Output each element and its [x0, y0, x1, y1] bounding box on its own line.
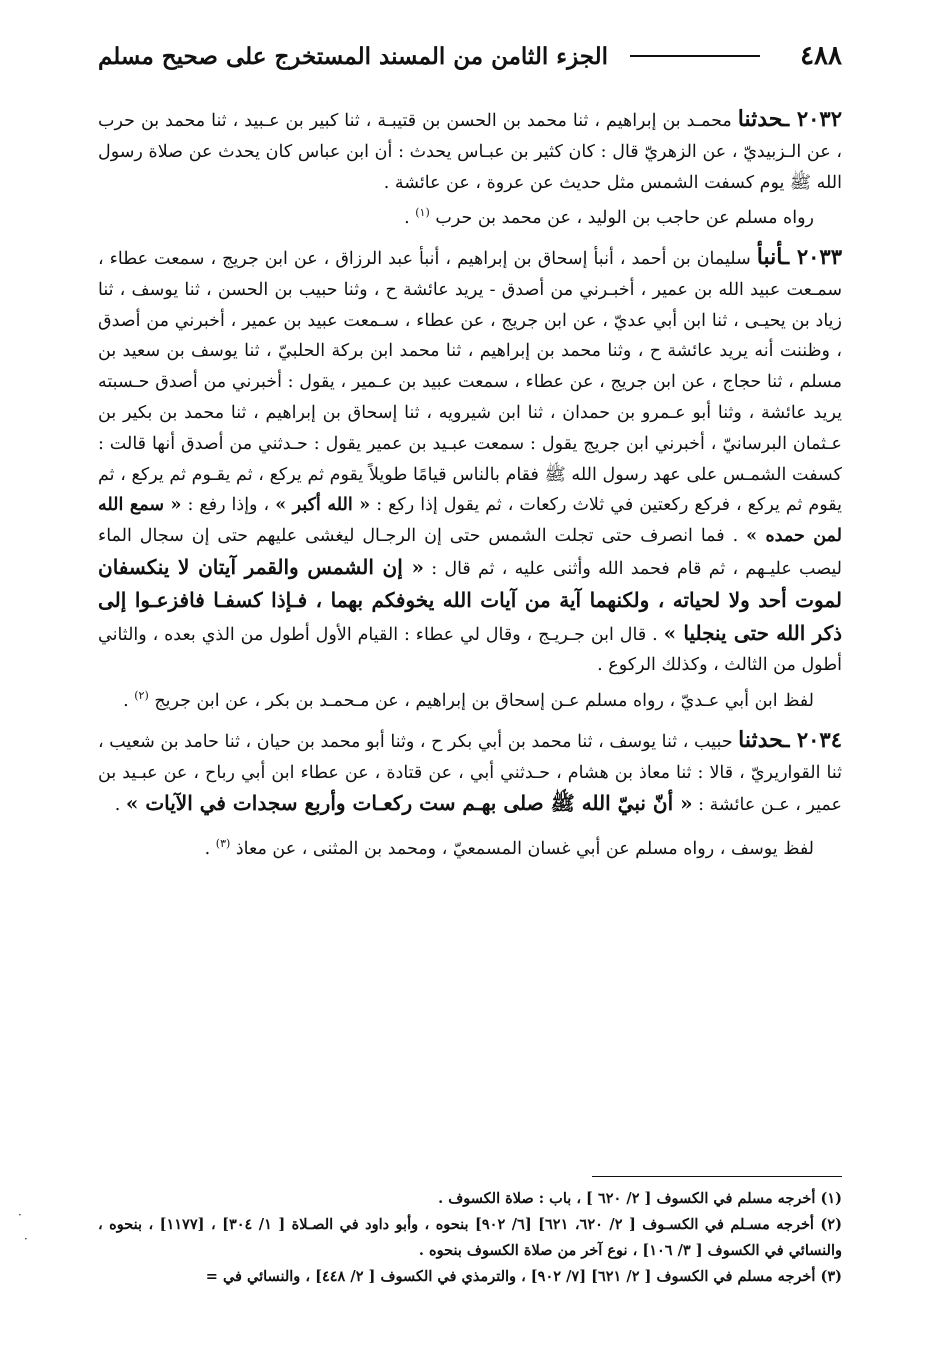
running-title: الجزء الثامن من المسند المستخرج على صحيح مسلم [98, 42, 608, 70]
quote-prophet: « أنّ نبيّ الله ﷺ صلى بهـم ست ركعـات وأربع سجدات في الآيات » [125, 791, 693, 816]
hadith-text: سليمان بن أحمد ، أنبأ إسحاق بن إبراهيم ، أنبأ عبد الرزاق ، عن ابن جريج ، سمعت عطاء ، سمـعت عبيد الله بن عمير ، أخبـرني من أصدق - يريد عائشة ح ، وثنا حبيب بن الحسن ، ثنا يوسف ، ثنا زياد بن يحيـى ، ثنا ابن أبي عديّ ، عن ابن جريج ، عن عطاء ، سـمعت عبيد بن عمير ، أخبرني من أصدق ، وظننت أنه يريد عائشة ح ، وثنا محمد بن إبراهيم ، ثنا محمد ابن بركة الحلبيّ ، ثنا يوسف بن سعيد بن مسلم ، ثنا حجاج ، عن ابن جريج ، عن عطاء ، سمعت عبيد بن عـمير ، يقول : أخبرني من أصدق حـسبته يريد عائشة ، وثنا أبو عـمرو بن حمدان ، ثنا ابن شيرويه ، ثنا إسحاق بن إبراهيم ، ثنا محمد بن بكير بن عـثمان البرسانيّ ، أخبرني ابن جريج يقول : سمعت عبـيد بن عمير يقول : حـدثني من أصدق أنها قالت : كسفت الشمـس على عهد رسول الله ﷺ فقام بالناس قيامًا طويلاً يقوم ثم يركع ، ثم يقـوم ثم يركع ، ثم يقوم ثم يركع ، فركع ركعتين في ثلاث ركعات ، ثم يقول إذا ركع : [98, 249, 842, 516]
footnote-ref-1: (١) [415, 206, 430, 220]
quote-prophet: « إن الشمس والقمر آيتان لا ينكسفان لموت أحد ولا لحياته ، ولكنهما آية من آيات الله يخوفكم بهما ، فـإذا كسفـا فافزعـوا إلى ذكر الله حتى ينجليا » [98, 554, 843, 645]
hadith-opener: حدثنا [738, 726, 784, 753]
hadith-text: محمـد بن إبراهيم ، ثنا محمد بن الحسن بن قتيبـة ، ثنا كبير بن عـبيد ، ثنا محمد بن حرب ، عن الـزبيديّ ، عن الزهريّ قال : كان كثير بن عبـاس يحدث : أن ابن عباس كان يحدث عن صلاة رسول الله ﷺ يوم كسفت الشمس مثل حديث عن عروة ، عن عائشة . [98, 111, 842, 193]
scan-speck: · [24, 1232, 28, 1246]
page-number: ٤٨٨ [800, 41, 842, 71]
footnote-ref-2: (٢) [134, 689, 149, 703]
hadith-text: ، وإذا رفع : [181, 495, 276, 516]
hadith-2032 [98, 104, 842, 198]
header-rule [630, 55, 760, 57]
riwaya-2034 [98, 829, 842, 865]
main-text [98, 104, 842, 865]
footnote-1: (١) أخرجه مسلم في الكسوف [ ٢/ ٦٢٠ ] ، باب : صلاة الكسوف . [438, 1190, 842, 1207]
footnote-ref-3: (٣) [215, 837, 231, 851]
hadith-number: ٢٠٣٣ ـ [782, 244, 842, 270]
hadith-number: ٢٠٣٤ ـ [783, 726, 842, 752]
hadith-text: . قال ابن جـريـج ، وقال لي عطاء : القيام الأول أطول من الذي بعده ، والثاني أطول من الثالث ، وكذلك الركوع . [98, 624, 842, 676]
quote-tasmee: « سمع الله لمن حمده » [98, 495, 842, 547]
riwaya-text: لفظ ابن أبي عـديّ ، رواه مسلم عـن إسحاق بن إبراهيم ، عن مـحمـد بن بكر ، عن ابن جريج [154, 691, 814, 711]
hadith-2034 [98, 725, 842, 821]
riwaya-2032 [98, 198, 842, 234]
riwaya-text: لفظ يوسف ، رواه مسلم عن أبي غسان المسمعيّ ، ومحمد بن المثنى ، عن معاذ [235, 839, 814, 860]
footnotes [98, 1186, 842, 1290]
hadith-number: ٢٠٣٢ ـ [782, 106, 842, 131]
scan-speck: · [18, 1208, 22, 1222]
hadith-opener: حدثنا [737, 106, 783, 132]
footnote-3: (٣) أخرجه مسلم في الكسوف [ ٢/ ٦٢١] [٧/ ٩٠٢] ، والترمذي في الكسوف [ ٢/ ٤٤٨] ، والنسائي في = [205, 1268, 842, 1285]
period: . [114, 795, 126, 816]
hadith-opener: أنبأ [756, 244, 783, 271]
riwaya-text: رواه مسلم عن حاجب بن الوليد ، عن محمد بن حرب [435, 208, 814, 229]
period: . [204, 839, 216, 860]
period: . [123, 691, 135, 711]
riwaya-2033 [98, 681, 842, 717]
period: . [404, 208, 416, 229]
footnote-2: (٢) أخرجه مسـلم في الكسـوف [ ٢/ ٦٢٠، ٦٢١] [٦/ ٩٠٢] بنحوه ، وأبو داود في الصـلاة [ ١/ ٣٠٤] ، [١١٧٧] ، بنحوه ، والنسائي في الكسوف [ ٣/ ١٠٦] ، نوع آخر من صلاة الكسوف بنحوه . [98, 1216, 842, 1259]
hadith-text: حبيب ، ثنا يوسف ، ثنا محمد بن أبي بكر ح ، وثنا أبو محمد بن حيان ، ثنا حامد بن شعيب ، ثنا القواريريّ ، قالا : ثنا معاذ بن هشام ، حـدثني أبي ، عن قتادة ، عن عطاء ابن أبي رباح ، عن عبـيد بن عمير ، عـن عائشة : [98, 731, 842, 816]
page-header [98, 36, 842, 76]
hadith-text: . فما انصرف حتى تجلت الشمس حتى إن الرجـال ليغشى عليهم حتى إن سجال الماء ليصب عليـهم ، ثم قام فحمد الله وأثنى عليه ، ثم قال : [98, 526, 842, 579]
footnote-rule [592, 1176, 842, 1177]
hadith-2033 [98, 242, 842, 681]
quote-takbir: « الله أكبر » [275, 495, 371, 516]
